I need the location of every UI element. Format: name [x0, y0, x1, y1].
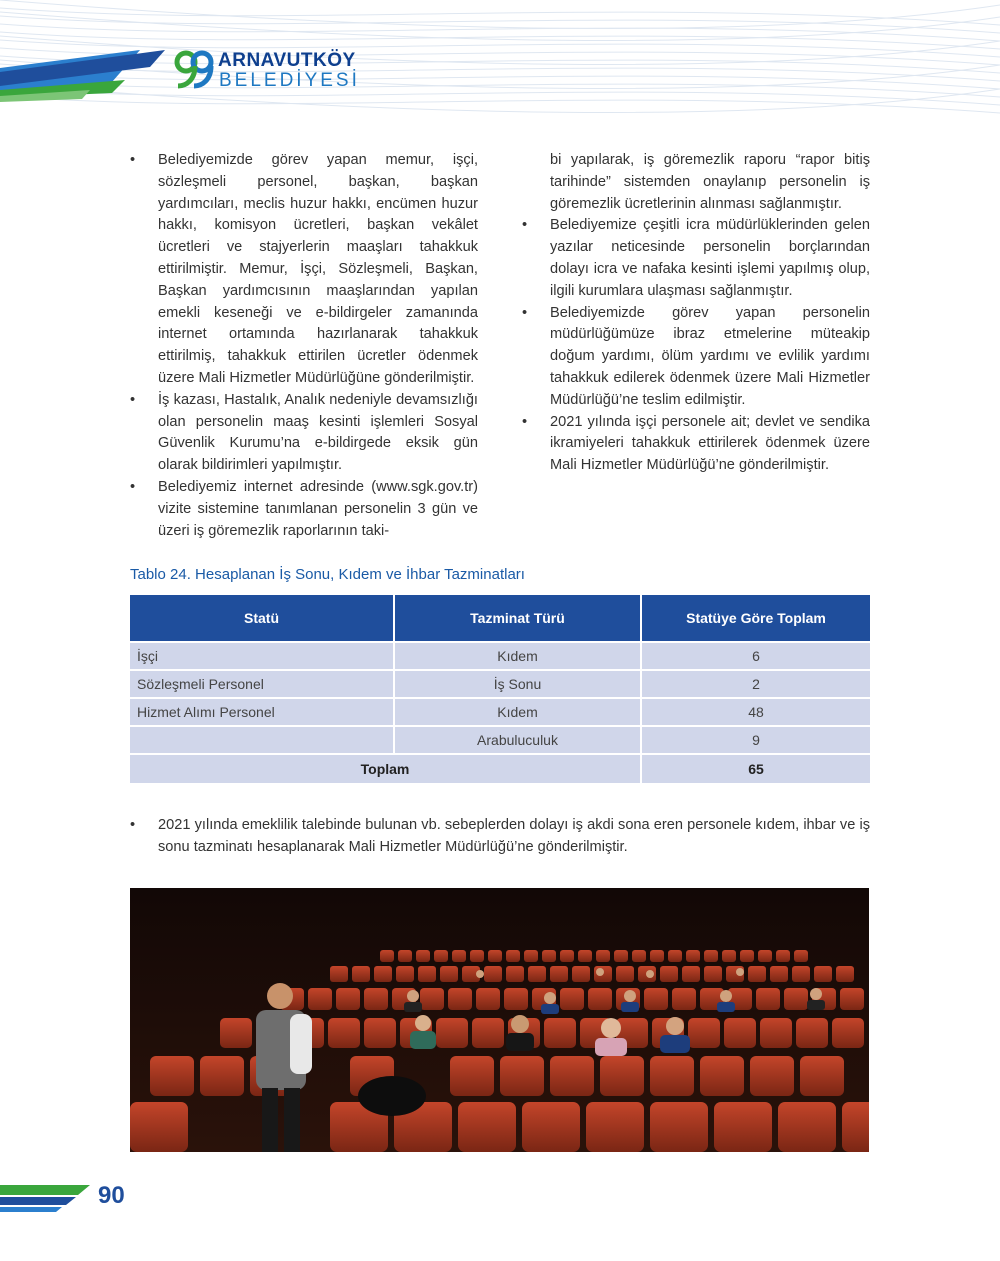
cell-status: Sözleşmeli Personel — [130, 669, 395, 697]
auditorium-illustration — [130, 888, 869, 1152]
right-text-column — [522, 150, 870, 477]
cell-total: 48 — [642, 697, 870, 725]
cell-type: Kıdem — [395, 697, 642, 725]
cell-total: 9 — [642, 725, 870, 753]
bottom-bullet-list — [130, 814, 870, 858]
header-decoration — [0, 0, 1000, 125]
table-row — [130, 641, 870, 669]
continued-paragraph: bi yapılarak, iş göremezlik raporu “rapor bitiş tarihinde” sistemden onaylanıp personelin iş göremezlik ücretlerinin alınması sağlanmıştır. — [550, 152, 870, 212]
bullet-item: • Belediyemize çeşitli icra müdürlüklerinden gelen yazılar neticesinde personelin borçlarından dolayı icra ve nafaka kesinti işlemi yapılmış olup, ilgili kurumlara ulaşması sağlanmıştır. — [522, 215, 870, 302]
table-total-row — [130, 753, 870, 783]
bullet-item: • 2021 yılında işçi personele ait; devlet ve sendika ikramiyeleri tahakkuk ettirilerek ödenmek üzere Mali Hizmetler Müdürlüğü’ne gönderilmiştir. — [522, 412, 870, 477]
brand-name: ARNAVUTKÖY — [218, 50, 356, 71]
bullet-item: • 2021 yılında emeklilik talebinde bulunan vb. sebeplerden dolayı iş akdi sona eren personele kıdem, ihbar ve iş sonu tazminatı hesaplanarak Mali Hizmetler Müdürlüğü’ne gönderilmiştir. — [130, 814, 870, 858]
header-status: Statü — [130, 595, 395, 641]
cell-status — [130, 725, 395, 753]
seminar-photo — [130, 888, 869, 1152]
bullet-item: • Belediyemizde görev yapan personelin müdürlüğümüze ibraz etmelerine müteakip doğum yardımı, ölüm yardımı ve evlilik yardımı tahakkuk edilerek ödenmek üzere Mali Hizmetler Müdürlüğü’ne teslim edilmiştir. — [522, 303, 870, 412]
bullet-item: • Belediyemiz internet adresinde (www.sgk.gov.tr) vizite sistemine tanımlanan personelin 3 gün ve üzeri iş göremezlik raporlarının taki- — [130, 477, 478, 542]
cell-type: Arabuluculuk — [395, 725, 642, 753]
compensation-table — [130, 595, 870, 783]
cell-total: 6 — [642, 641, 870, 669]
cell-status: Hizmet Alımı Personel — [130, 697, 395, 725]
page-header — [0, 0, 1000, 125]
table-header-row — [130, 595, 870, 641]
header-total-by-status: Statüye Göre Toplam — [642, 595, 870, 641]
left-text-column — [130, 150, 478, 542]
page-number: 90 — [98, 1182, 125, 1209]
table-row — [130, 697, 870, 725]
cell-status: İşçi — [130, 641, 395, 669]
table-row — [130, 725, 870, 753]
table-caption: Tablo 24. Hesaplanan İş Sonu, Kıdem ve İhbar Tazminatları — [130, 566, 525, 583]
total-value: 65 — [642, 753, 870, 783]
logo-mark-icon — [172, 46, 216, 92]
footer-decoration — [0, 1183, 100, 1213]
cell-total: 2 — [642, 669, 870, 697]
total-label: Toplam — [130, 753, 642, 783]
cell-type: Kıdem — [395, 641, 642, 669]
cell-type: İş Sonu — [395, 669, 642, 697]
bullet-item: • Belediyemizde görev yapan memur, işçi, sözleşmeli personel, başkan, başkan yardımcıları, meclis huzur hakkı, encümen huzur hakkı, komisyon ücretleri, başkan vekâlet ücretleri ve stajyerlerin maaşları tahakkuk ettirilmiştir. Memur, İşçi, Sözleşmeli, Başkan, Başkan yardımcısının maaşlarından yapılan emekli keseneği ve e-bildirgeler zamanında internet ortamında hazırlanarak tahakkuk ettirilmiş, tahakkuk ettirilen ücretler ödenmek üzere Mali Hizmetler Müdürlüğüne gönderilmiştir. — [130, 150, 478, 390]
bullet-item: • İş kazası, Hastalık, Analık nedeniyle devamsızlığı olan personelin maaş kesinti işlemleri Sosyal Güvenlik Kurumu’na e-bildirgede eksik gün olarak bildirimleri yapılmıştır. — [130, 390, 478, 477]
header-compensation-type: Tazminat Türü — [395, 595, 642, 641]
brand-logo — [172, 46, 372, 96]
table-row — [130, 669, 870, 697]
brand-subtitle: BELEDİYESİ — [219, 70, 360, 91]
